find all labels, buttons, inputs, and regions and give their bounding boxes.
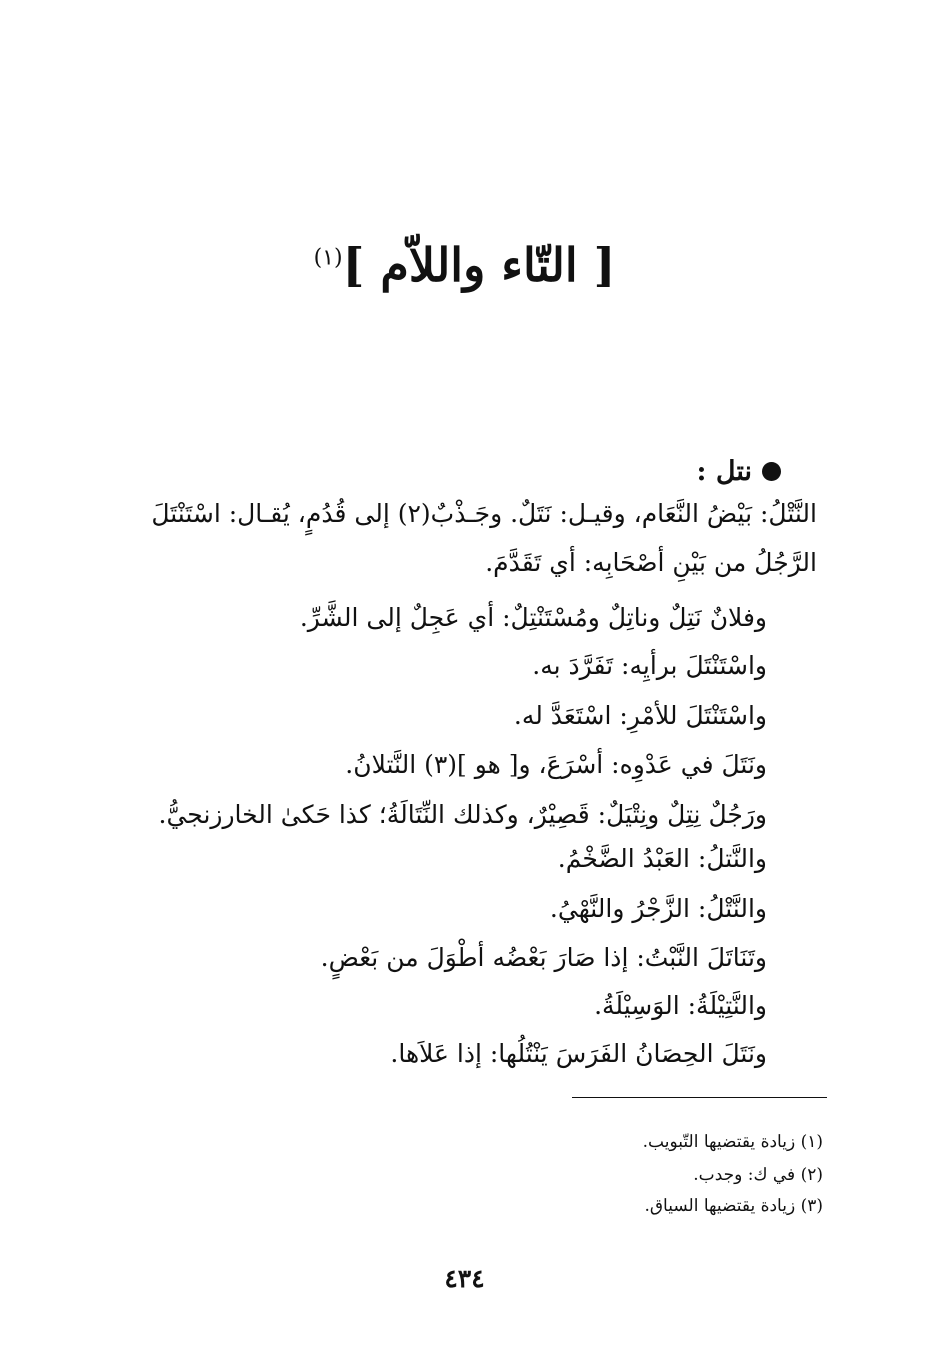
- text-line-9: والنَّتْلُ: الزَّجْرُ والنَّهْيُ.: [549, 894, 767, 923]
- text-line-11: والنَّتِيْلَةُ: الوَسِيْلَةُ.: [594, 991, 767, 1020]
- text-line-1: النَّتْلُ: بَيْضُ النَّعَام، وقيـل: نَتَلٌ. وجَـذْبٌ(٢) إلى قُدُمٍ، يُقـال: اسْتَنْتَلَ: [151, 499, 817, 528]
- footnote-divider: [572, 1097, 827, 1098]
- footnote-1: (١) زيادة يقتضيها التّبويب.: [642, 1132, 823, 1152]
- text-line-5: واسْتَنْتَلَ للأمْرِ: اسْتَعَدَّ له.: [513, 701, 767, 730]
- entry-heading-text: نتل :: [696, 456, 752, 487]
- text-line-8: والنَّتلُ: العَبْدُ الضَّخْمُ.: [557, 844, 767, 873]
- bullet-icon: [762, 462, 781, 481]
- entry-heading: [697, 456, 781, 487]
- text-line-3: وفلانٌ نَتِلٌ وناتِلٌ ومُسْتَنْتِلٌ: أي عَجِلٌ إلى الشَّرِّ.: [299, 603, 767, 632]
- footnote-ref-1: (١): [313, 245, 343, 271]
- text-line-12: ونَتَلَ الحِصَانُ الفَرَسَ يَنْتُلُها: إذا عَلاَها.: [390, 1039, 767, 1068]
- footnote-3: (٣) زيادة يقتضيها السياق.: [644, 1196, 823, 1216]
- text-line-2: الرَّجُلُ من بَيْنِ أصْحَابِه: أي تَقَدَّمَ.: [485, 548, 817, 577]
- page-number: ٤٣٤: [444, 1264, 485, 1293]
- text-line-7: ورَجُلٌ نِتِلٌ ونِتْيَلٌ: قَصِيْرٌ، وكذلك النِّتَالَةُ؛ كذا حَكىٰ الخارزنجيُّ.: [158, 800, 767, 829]
- footnote-2: (٢) في ك: وجدب.: [693, 1165, 823, 1185]
- text-line-4: واسْتَنْتَلَ برأيِه: تَفَرَّدَ به.: [532, 651, 767, 680]
- chapter-title: [0, 238, 929, 292]
- text-line-10: وتَنَاتَلَ النَّبْتُ: إذا صَارَ بَعْضُه أطْوَلَ من بَعْضٍ.: [320, 943, 767, 972]
- text-line-6: ونَتَلَ في عَدْوِه: أسْرَعَ، و[ هو ](٣) النَّتلانُ.: [345, 750, 767, 779]
- chapter-title-text: [ التّاء واللاّم ]: [342, 238, 616, 292]
